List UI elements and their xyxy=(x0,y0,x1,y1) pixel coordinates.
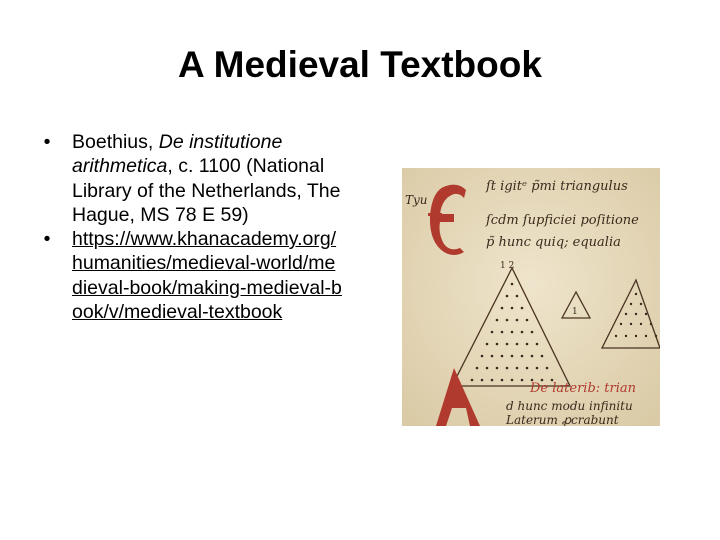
citation-title: De institutione arithmetica xyxy=(72,131,283,178)
script-line-5: d hunc modu infinitu xyxy=(506,399,633,413)
bullet-marker: • xyxy=(43,228,51,251)
bullet-link xyxy=(40,227,345,324)
script-line-1: ſt igitᵉ p̃mi triangulus xyxy=(486,179,628,194)
citation-lead: Boethius, xyxy=(72,131,159,153)
small-triangle-number: 1 xyxy=(572,307,578,317)
bullet-citation xyxy=(40,130,345,227)
bullet-list xyxy=(40,130,345,324)
manuscript-illustration xyxy=(402,168,660,426)
manuscript-page-image xyxy=(402,168,660,426)
numeral-row: 1 2 xyxy=(500,261,515,271)
slide-title: A Medieval Textbook xyxy=(178,44,542,85)
folio-mark: Tyu xyxy=(405,193,428,207)
khan-academy-link[interactable]: https://www.khanacademy.org/humanities/medieval-world/medieval-book/making-medieval-book/v/medieval-textbook xyxy=(72,228,342,324)
citation-rest: , c. 1100 (National Library of the Netherlands, The Hague, MS 78 E 59) xyxy=(72,155,341,226)
script-line-4: De laterib: trian xyxy=(530,381,636,396)
script-line-3: p̃ hunc quiq; equalia xyxy=(486,235,621,250)
script-line-2: ſcdm ſupficiei poſitione xyxy=(486,213,639,228)
script-line-6: Laterum ꝓcrabunt xyxy=(506,413,619,426)
bullet-marker: • xyxy=(43,131,51,153)
